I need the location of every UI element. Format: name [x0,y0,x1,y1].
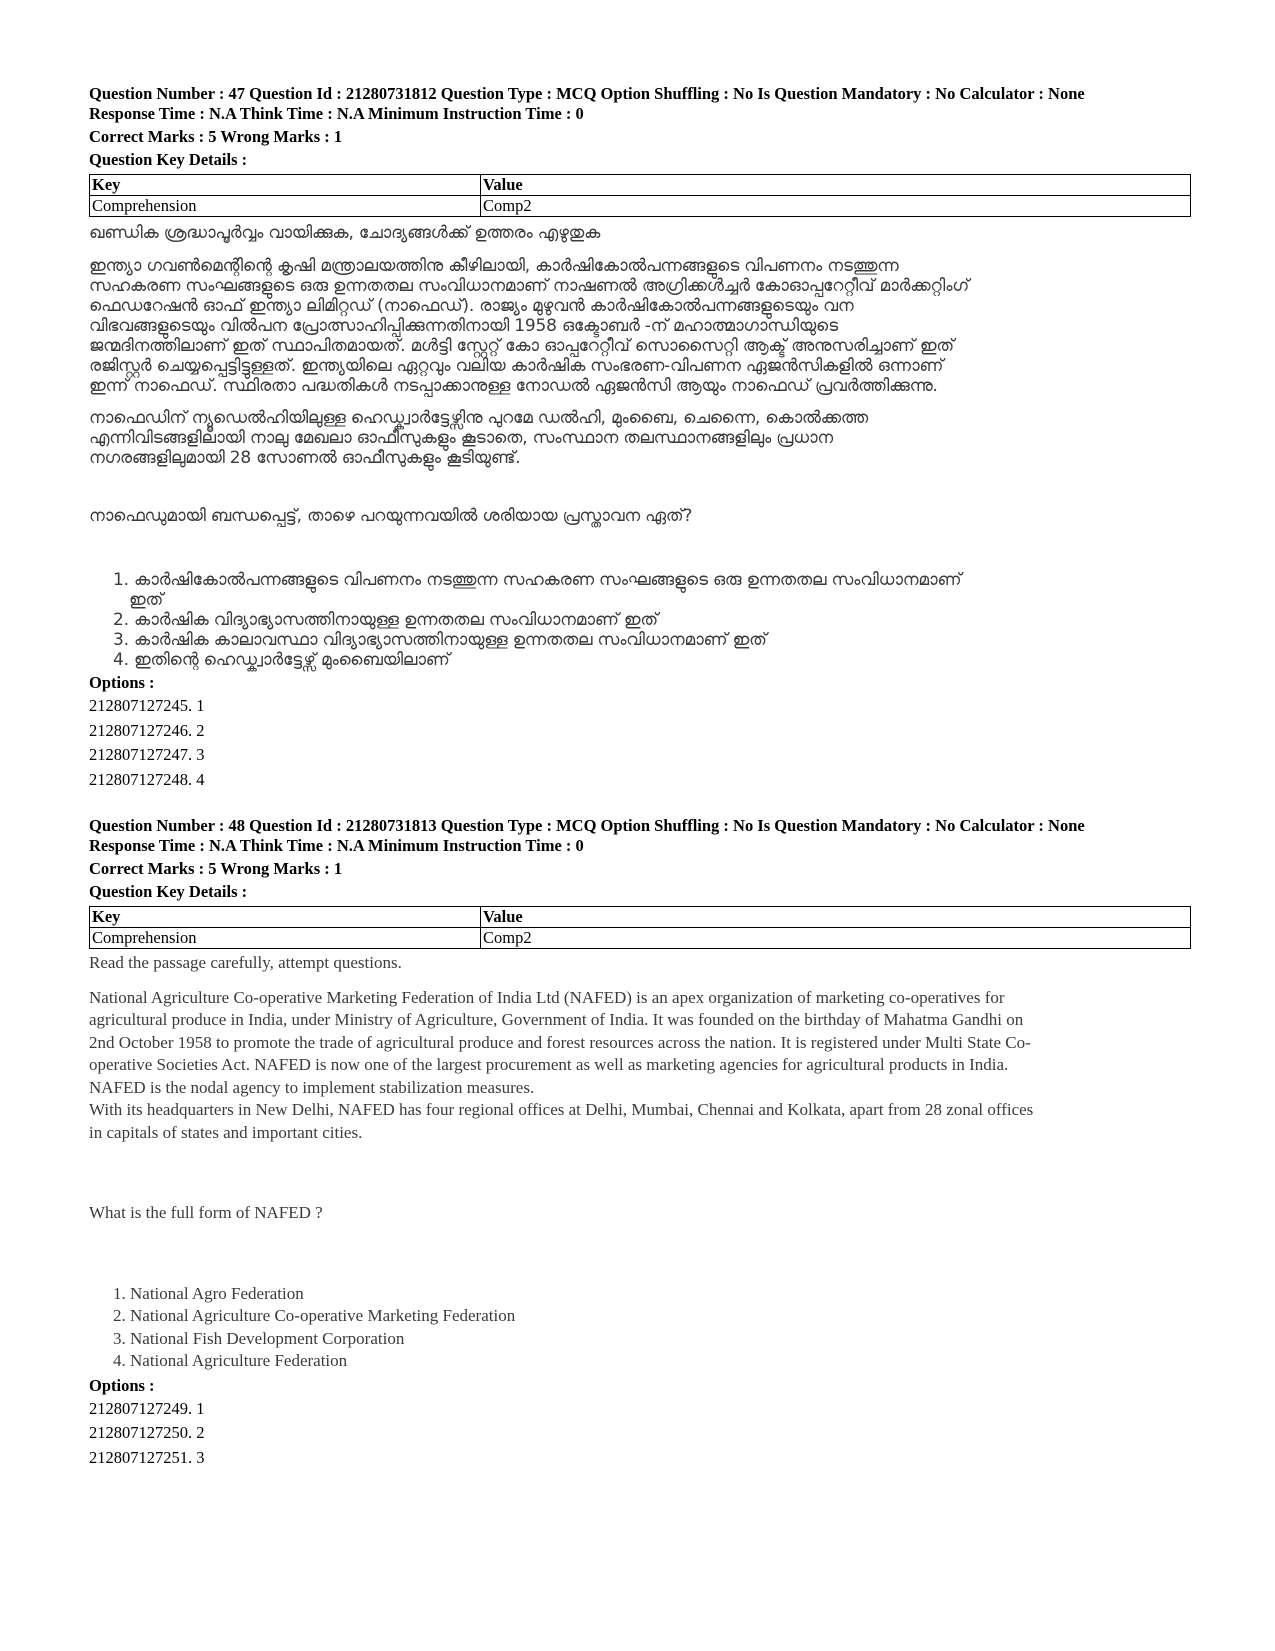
question-meta-line1: Question Number : 48 Question Id : 21280731813 Question Type : MCQ Option Shuffling : No Is Question Mandatory : No Calculator : None [89,816,1085,835]
passage-image-malayalam [89,223,1189,670]
table-header-row [90,907,1191,928]
option-row: 212807127247. 3 [89,745,205,764]
passage-line: agricultural produce in India, under Ministry of Agriculture, Government of India. It was founded on the birthday of Mahatma Gandhi on [89,1010,1024,1029]
passage-line: ജന്മദിനത്തിലാണ് ഇത് സ്ഥാപിതമായത്. മൾട്ടി സ്റ്റേറ്റ് കോ ഓപ്പറേറ്റീവ് സൊസൈറ്റി ആക്ട് അനുസരിച്ചാണ് ഇത് [89,336,954,356]
passage-line: National Agriculture Co-operative Marketing Federation of India Ltd (NAFED) is an apex organization of marketing co-operatives for [89,987,1005,1007]
question-key-table [89,174,1191,217]
choice-number: 2. [113,610,129,630]
passage-image-english [89,952,1189,1373]
choice-number: 3. [113,1328,126,1348]
table-header-row [90,175,1191,196]
option-row: 212807127246. 2 [89,720,205,740]
choice-text: National Agro Federation [130,1283,304,1303]
question-key-table [89,906,1191,949]
passage-line: NAFED is the nodal agency to implement stabilization measures. [89,1077,535,1097]
choice-number: 2. [113,1306,126,1325]
passage-line: സഹകരണ സംഘങ്ങളുടെ ഒരു ഉന്നതതല സംവിധാനമാണ് നാഷണൽ അഗ്രിക്കൾച്ചർ കോഓപ്പറേറ്റീവ് മാർക്കറ്റിംഗ് [89,276,970,296]
passage-line: രജിസ്റ്റർ ചെയ്യപ്പെട്ടിട്ടുള്ളത്. ഇന്ത്യയിലെ ഏറ്റവും വലിയ കാർഷിക സംഭരണ-വിപണന ഏജൻസികളിൽ ഒന്നാണ് [89,356,944,376]
options-label: Options : [89,673,155,692]
table-header-key: Key [90,175,481,196]
question-meta-line1: Question Number : 47 Question Id : 21280731812 Question Type : MCQ Option Shuffling : No Is Question Mandatory : No Calculator : None [89,84,1085,103]
question-block-48 [89,816,1189,1470]
choice-text: National Fish Development Corporation [130,1328,405,1348]
passage-instruction: ഖണ്ഡിക ശ്രദ്ധാപൂർവ്വം വായിക്കുക, ചോദ്യങ്ങൾക്ക് ഉത്തരം എഴുതുക [89,223,601,243]
list-item [113,1305,1189,1328]
passage-line: 2nd October 1958 to promote the trade of agricultural produce and forest resources across the nation. It is registered under Multi State Co- [89,1032,1031,1052]
list-item [113,1350,1189,1373]
table-row [90,196,1191,217]
passage-instruction: Read the passage carefully, attempt questions. [89,953,402,972]
choice-number: 3. [113,630,129,650]
question-meta-line2: Response Time : N.A Think Time : N.A Minimum Instruction Time : 0 [89,836,584,855]
table-header-key: Key [90,907,481,928]
list-item [113,1283,1189,1306]
choice-number: 4. [113,650,129,670]
list-item [113,610,1189,630]
passage-line: ഇന്ന് നാഫെഡ്. സ്ഥിരതാ പദ്ധതികൾ നടപ്പാക്കാനുള്ള നോഡൽ ഏജൻസി ആയും നാഫെഡ് പ്രവർത്തിക്കുന്നു. [89,376,938,396]
options-label: Options : [89,1375,155,1395]
option-row: 212807127251. 3 [89,1447,205,1467]
option-row: 212807127249. 1 [89,1398,205,1418]
choice-text: National Agriculture Co-operative Marketing Federation [130,1306,516,1325]
passage-line: ഇന്ത്യാ ഗവൺമെന്റിന്റെ കൃഷി മന്ത്രാലയത്തിനു കീഴിലായി, കാർഷികോൽപന്നങ്ങളുടെ വിപണനം നടത്തുന്ന [89,256,899,276]
option-row: 212807127248. 4 [89,769,205,789]
passage-paragraph-2 [89,408,1189,468]
list-item [113,1328,1189,1351]
document-page [89,84,1189,1470]
choice-text: കാർഷിക കാലാവസ്ഥാ വിദ്യാഭ്യാസത്തിനായുള്ള ഉന്നതതല സംവിധാനമാണ് ഇത് [134,630,767,650]
question-block-47 [89,84,1189,792]
table-cell-key: Comprehension [90,928,481,949]
choice-list [89,570,1189,670]
question-marks: Correct Marks : 5 Wrong Marks : 1 [89,859,343,878]
passage-line: With its headquarters in New Delhi, NAFED has four regional offices at Delhi, Mumbai, Chennai and Kolkata, apart from 28 zonal offices [89,1100,1034,1119]
choice-number: 1. [113,1283,126,1303]
question-meta-line2: Response Time : N.A Think Time : N.A Minimum Instruction Time : 0 [89,104,584,123]
question-text: നാഫെഡുമായി ബന്ധപ്പെട്ട്, താഴെ പറയുന്നവയിൽ ശരിയായ പ്രസ്താവന ഏത്? [89,506,693,526]
question-marks: Correct Marks : 5 Wrong Marks : 1 [89,127,343,146]
table-cell-key: Comprehension [90,196,481,217]
passage-line: നഗരങ്ങളിലുമായി 28 സോണൽ ഓഫീസുകളും കൂടിയുണ്ട്. [89,448,521,468]
passage-line: ഫെഡറേഷൻ ഓഫ് ഇന്ത്യാ ലിമിറ്റഡ് (നാഫെഡ്). രാജ്യം മുഴുവൻ കാർഷികോൽപന്നങ്ങളുടെയും വന [89,296,854,316]
table-cell-value: Comp2 [481,928,1191,949]
table-row [90,928,1191,949]
passage-line: എന്നിവിടങ്ങളിലായി നാലു മേഖലാ ഓഫീസുകളും കൂടാതെ, സംസ്ഥാന തലസ്ഥാനങ്ങളിലും പ്രധാന [89,428,833,448]
choice-text-cont: ഇത് [129,590,164,610]
table-header-value: Value [481,175,1191,196]
passage-line: operative Societies Act. NAFED is now one of the largest procurement as well as marketing agencies for agricultural products in India. [89,1055,1009,1074]
passage-line: in capitals of states and important cities. [89,1122,363,1142]
passage-line: നാഫെഡിന് ന്യൂഡെൽഹിയിലുള്ള ഹെഡ്ക്വാർട്ടേഴ്സിനു പുറമേ ഡൽഹി, മുംബൈ, ചെന്നൈ, കൊൽക്കത്ത [89,408,868,428]
question-key-details-label: Question Key Details : [89,150,248,169]
choice-text: National Agriculture Federation [130,1351,348,1370]
choice-text: ഇതിന്റെ ഹെഡ്ക്വാർട്ടേഴ്സ് മുംബൈയിലാണ് [134,650,450,670]
passage-paragraph-1 [89,256,1189,396]
choice-list [89,1283,1189,1373]
passage-line: വിഭവങ്ങളുടെയും വിൽപന പ്രോത്സാഹിപ്പിക്കുന്നതിനായി 1958 ഒക്ടോബർ -ന് മഹാത്മാഗാന്ധിയുടെ [89,316,838,336]
question-text: What is the full form of NAFED ? [89,1203,323,1222]
question-key-details-label: Question Key Details : [89,882,248,901]
list-item [113,630,1189,650]
option-row: 212807127245. 1 [89,696,205,715]
list-item [113,570,1189,610]
choice-number: 4. [113,1351,126,1370]
choice-text: കാർഷിക വിദ്യാഭ്യാസത്തിനായുള്ള ഉന്നതതല സംവിധാനമാണ് ഇത് [134,610,658,630]
table-cell-value: Comp2 [481,196,1191,217]
passage-paragraph-1 [89,987,1189,1145]
choice-number: 1. [113,570,129,590]
choice-text: കാർഷികോൽപന്നങ്ങളുടെ വിപണനം നടത്തുന്ന സഹകരണ സംഘങ്ങളുടെ ഒരു ഉന്നതതല സംവിധാനമാണ് [134,570,962,590]
option-row: 212807127250. 2 [89,1423,205,1442]
table-header-value: Value [481,907,1191,928]
list-item [113,650,1189,670]
